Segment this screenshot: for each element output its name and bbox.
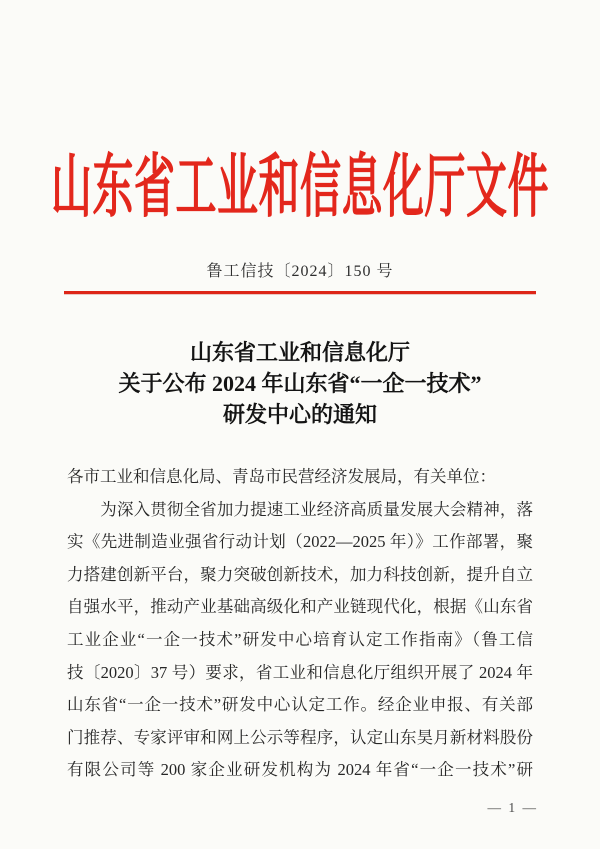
- notice-title: [0, 337, 600, 430]
- red-divider-line: [64, 291, 536, 294]
- notice-title-line-1: 山东省工业和信息化厅: [189, 340, 410, 365]
- salutation-line: 各市工业和信息化局、青岛市民营经济发展局，有关单位：: [67, 467, 496, 486]
- body-line: 实《先进制造业强省行动计划（2022—2025 年）》工作部署，聚: [67, 532, 533, 552]
- body-line: 有限公司等 200 家企业研发机构为 2024 年省“一企一技术”研: [67, 760, 533, 780]
- body-line: 技〔2020〕37 号）要求，省工业和信息化厅组织开展了 2024 年: [67, 662, 533, 682]
- body-line: 自强水平，推动产业基础高级化和产业链现代化，根据《山东省: [67, 597, 533, 617]
- body-line: 力搭建创新平台，聚力突破创新技术，加力科技创新，提升自立: [67, 564, 533, 584]
- page-number: — 1 —: [487, 800, 538, 815]
- body-line: 工业企业“一企一技术”研发中心培育认定工作指南》（鲁工信: [67, 629, 533, 649]
- body-line: 为深入贯彻全省加力提速工业经济高质量发展大会精神，落: [67, 499, 533, 519]
- body-text: [67, 461, 533, 787]
- notice-title-line-2: 关于公布 2024 年山东省“一企一技术”: [118, 371, 482, 396]
- notice-title-line-3: 研发中心的通知: [222, 402, 377, 427]
- letterhead-title: 山东省工业和信息化厅文件: [51, 147, 549, 226]
- body-line: 门推荐、专家评审和网上公示等程序，认定山东昊月新材料股份: [67, 727, 533, 747]
- body-line: 山东省“一企一技术”研发中心认定工作。经企业申报、有关部: [67, 695, 533, 715]
- document-number: 鲁工信技〔2024〕150 号: [206, 263, 394, 280]
